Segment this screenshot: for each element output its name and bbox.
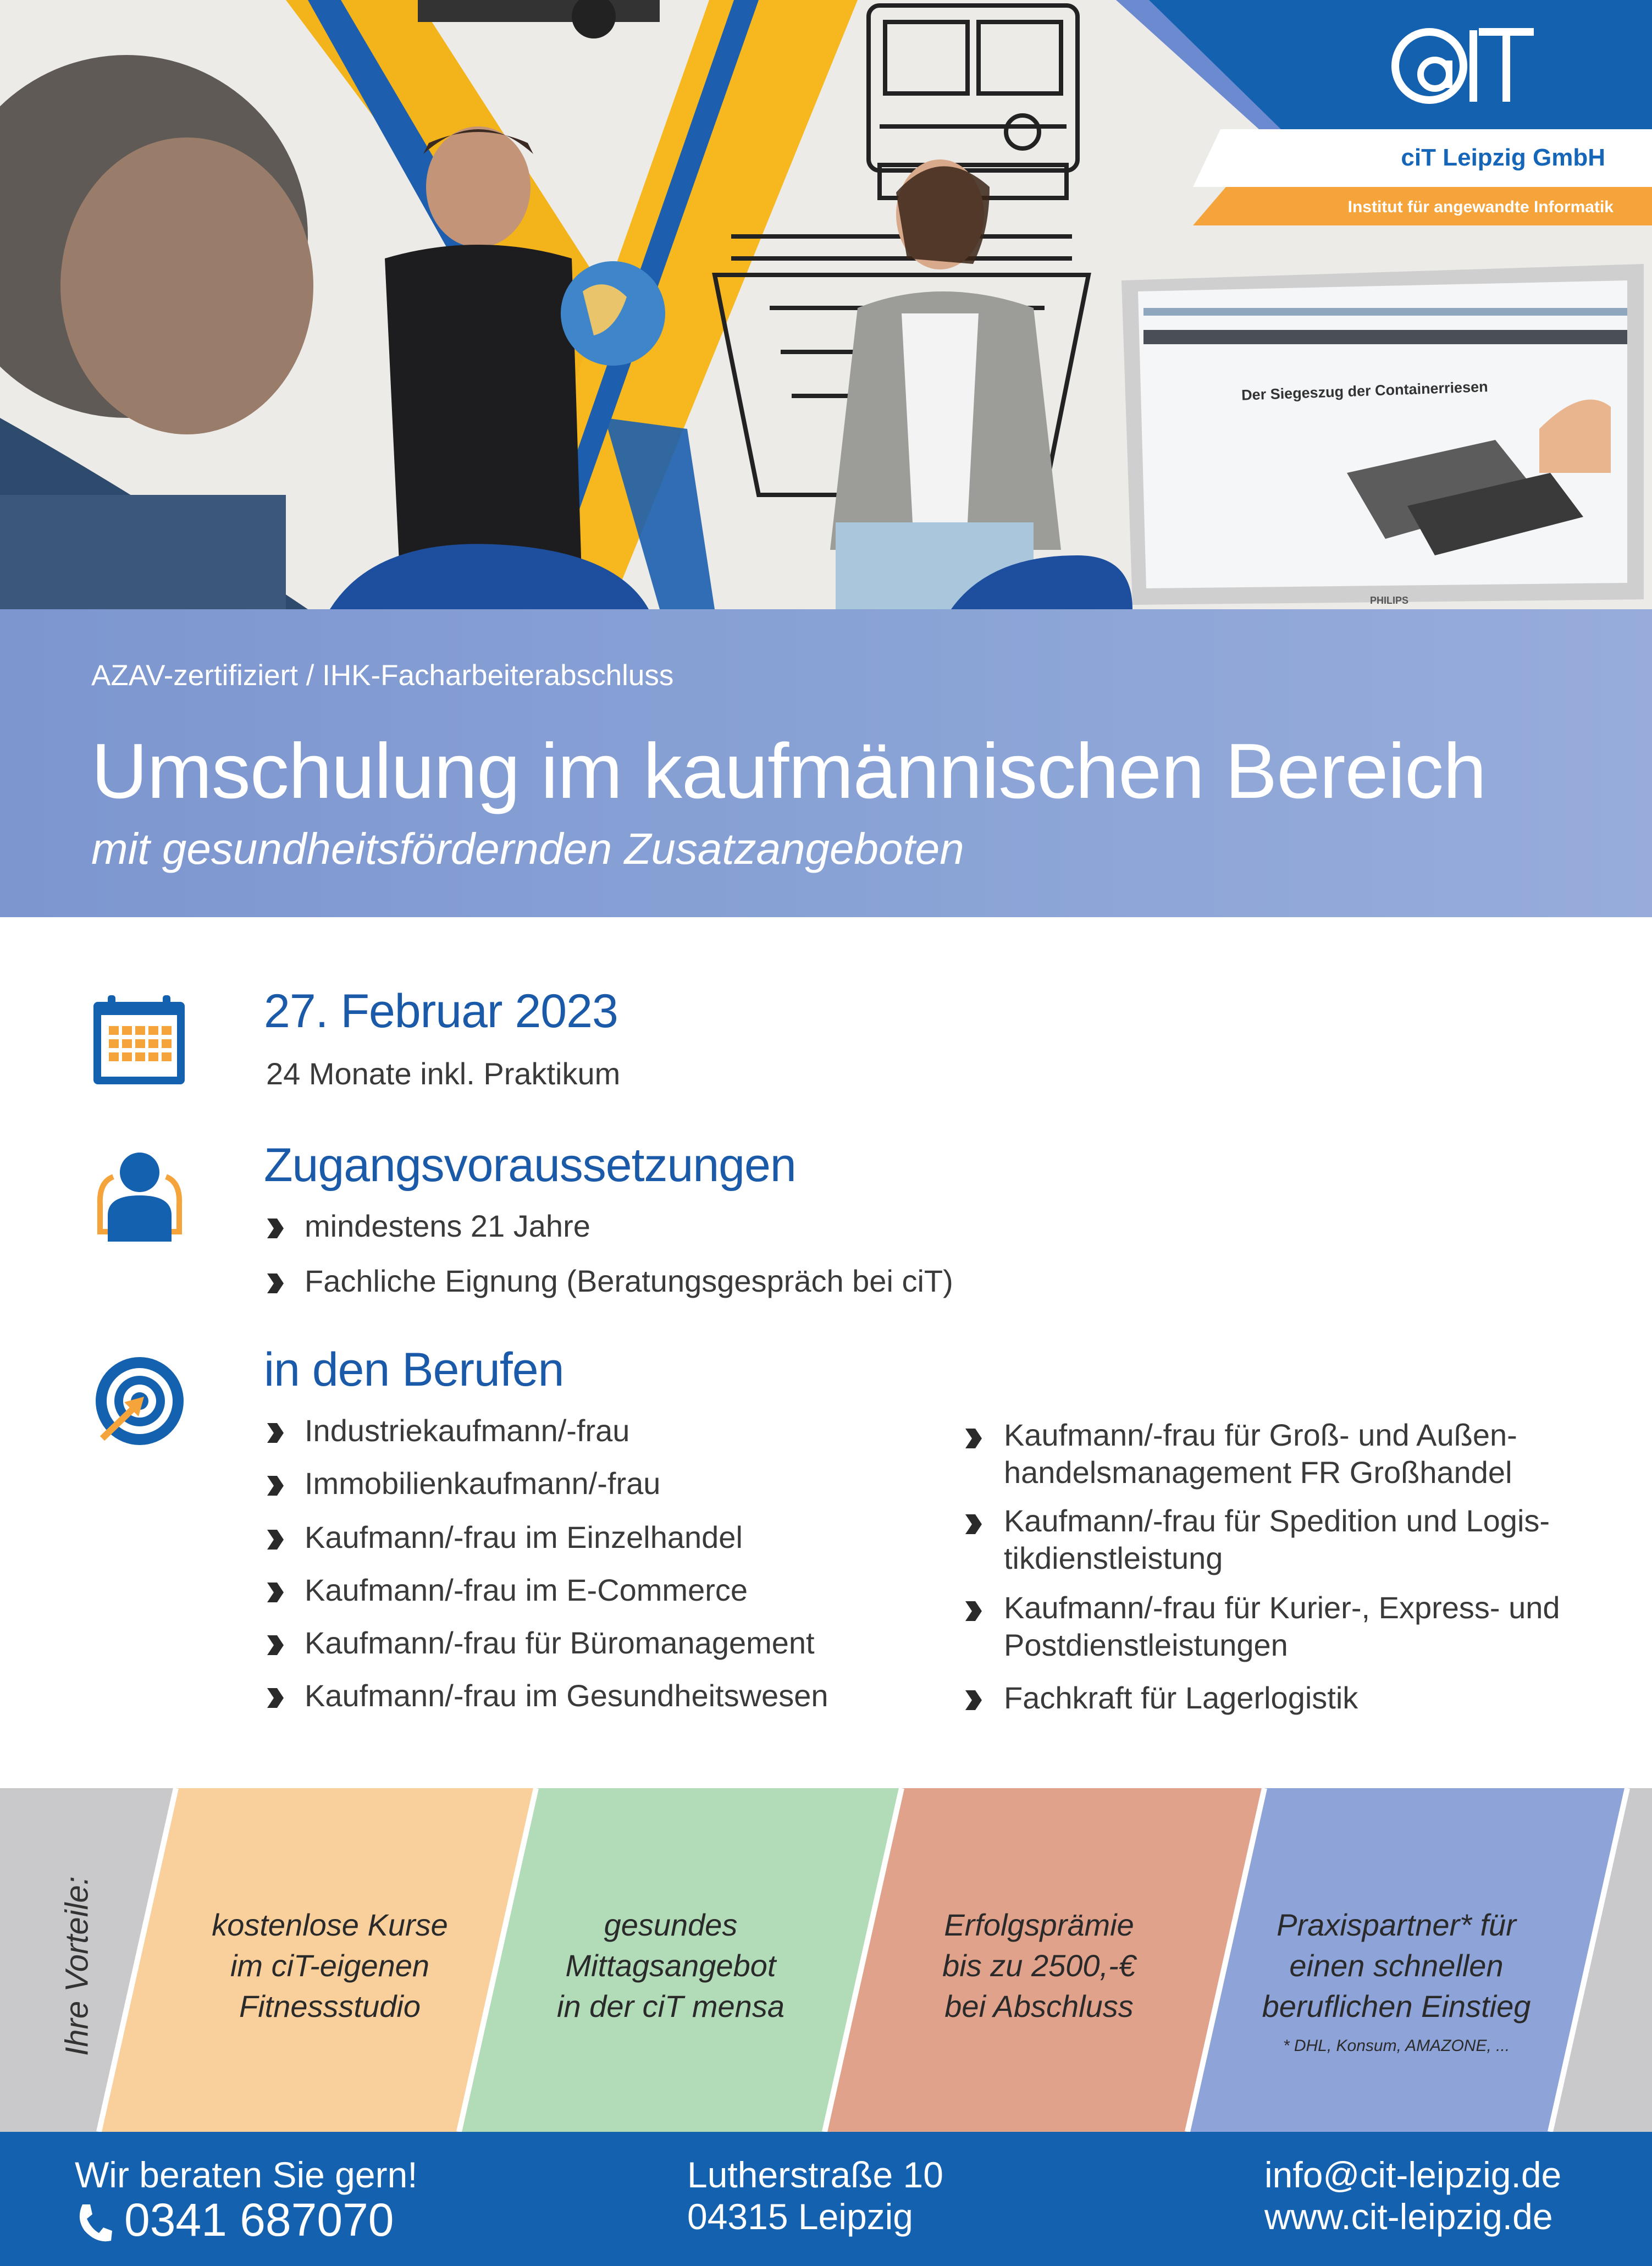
chevron-right-icon bbox=[964, 1513, 983, 1535]
brand-tagline: Institut für angewandte Informatik bbox=[1347, 198, 1614, 216]
advantages-strip bbox=[0, 1788, 1652, 2132]
title-band bbox=[0, 609, 1652, 917]
monitor-slide-title: Der Siegeszug der Containerriesen bbox=[1241, 378, 1489, 404]
partners-footnote: * DHL, Konsum, AMAZONE, ... bbox=[1283, 2037, 1510, 2055]
target-icon bbox=[91, 1353, 188, 1449]
page-subtitle: mit gesundheitsfördernden Zusatzangeboten bbox=[91, 824, 964, 873]
requirement-item: Fachliche Eignung (Beratungsgespräch bei ciT) bbox=[305, 1264, 953, 1298]
advantage-fitness: kostenlose Kurse im ciT-eigenen Fitnessstudio bbox=[212, 1907, 448, 2024]
profession-item: Kaufmann/-frau im E-Commerce bbox=[305, 1573, 748, 1607]
chevron-right-icon bbox=[266, 1475, 285, 1497]
start-date: 27. Februar 2023 bbox=[264, 985, 618, 1038]
chevron-right-icon bbox=[266, 1529, 285, 1551]
chevron-right-icon bbox=[266, 1272, 285, 1294]
chevron-right-icon bbox=[266, 1422, 285, 1444]
chevron-right-icon bbox=[964, 1600, 983, 1622]
profession-item: Kaufmann/-frau für Kurier-, Express- und Postdienstleistungen bbox=[1004, 1590, 1560, 1662]
profession-item: Kaufmann/-frau für Spedition und Logis- tikdienstleistung bbox=[1004, 1503, 1550, 1575]
duration-text: 24 Monate inkl. Praktikum bbox=[266, 1056, 621, 1091]
advantage-partners: Praxispartner* für einen schnellen beruflichen Einstieg bbox=[1262, 1907, 1531, 2024]
advantage-lunch: gesundes Mittagsangebot in der ciT mensa bbox=[557, 1907, 784, 2024]
professions-heading: in den Berufen bbox=[264, 1343, 564, 1396]
certification-text: AZAV-zertifiziert / IHK-Facharbeiterabschluss bbox=[91, 659, 674, 692]
profession-item: Kaufmann/-frau für Büromanagement bbox=[305, 1625, 815, 1660]
website-link[interactable]: www.cit-leipzig.de bbox=[1264, 2196, 1553, 2237]
chevron-right-icon bbox=[266, 1687, 285, 1709]
hero-photo bbox=[0, 0, 1652, 609]
chevron-right-icon bbox=[964, 1689, 983, 1711]
phone-number[interactable]: 0341 687070 bbox=[124, 2194, 394, 2246]
advantage-bonus: Erfolgsprämie bis zu 2500,-€ bei Abschluss bbox=[942, 1907, 1136, 2024]
contact-footer bbox=[0, 2132, 1652, 2266]
phone-icon bbox=[75, 2202, 113, 2244]
profession-item: Kaufmann/-frau für Groß- und Außen- handelsmanagement FR Großhandel bbox=[1004, 1418, 1517, 1490]
profession-item: Industriekaufmann/-frau bbox=[305, 1413, 630, 1448]
person-icon bbox=[91, 1149, 188, 1243]
brand-name: ciT Leipzig GmbH bbox=[1401, 144, 1605, 171]
advantages-label: Ihre Vorteile: bbox=[59, 1876, 95, 2056]
chevron-right-icon bbox=[266, 1217, 285, 1239]
profession-item: Fachkraft für Lagerlogistik bbox=[1004, 1680, 1358, 1715]
calendar-icon bbox=[91, 993, 187, 1087]
monitor-brand: PHILIPS bbox=[1370, 595, 1409, 606]
requirements-heading: Zugangsvoraussetzungen bbox=[264, 1139, 796, 1192]
address-city: 04315 Leipzig bbox=[687, 2196, 914, 2237]
profession-item: Kaufmann/-frau im Gesundheitswesen bbox=[305, 1678, 828, 1713]
page-title: Umschulung im kaufmännischen Bereich bbox=[91, 727, 1486, 815]
chevron-right-icon bbox=[964, 1427, 983, 1449]
requirement-item: mindestens 21 Jahre bbox=[305, 1209, 590, 1243]
chevron-right-icon bbox=[266, 1581, 285, 1603]
profession-item: Kaufmann/-frau im Einzelhandel bbox=[305, 1520, 743, 1554]
chevron-right-icon bbox=[266, 1634, 285, 1656]
address-street: Lutherstraße 10 bbox=[687, 2154, 943, 2195]
profession-item: Immobilienkaufmann/-frau bbox=[305, 1466, 661, 1501]
advice-text: Wir beraten Sie gern! bbox=[75, 2154, 418, 2195]
email-link[interactable]: info@cit-leipzig.de bbox=[1264, 2154, 1562, 2195]
hero-illustration bbox=[0, 0, 1652, 609]
